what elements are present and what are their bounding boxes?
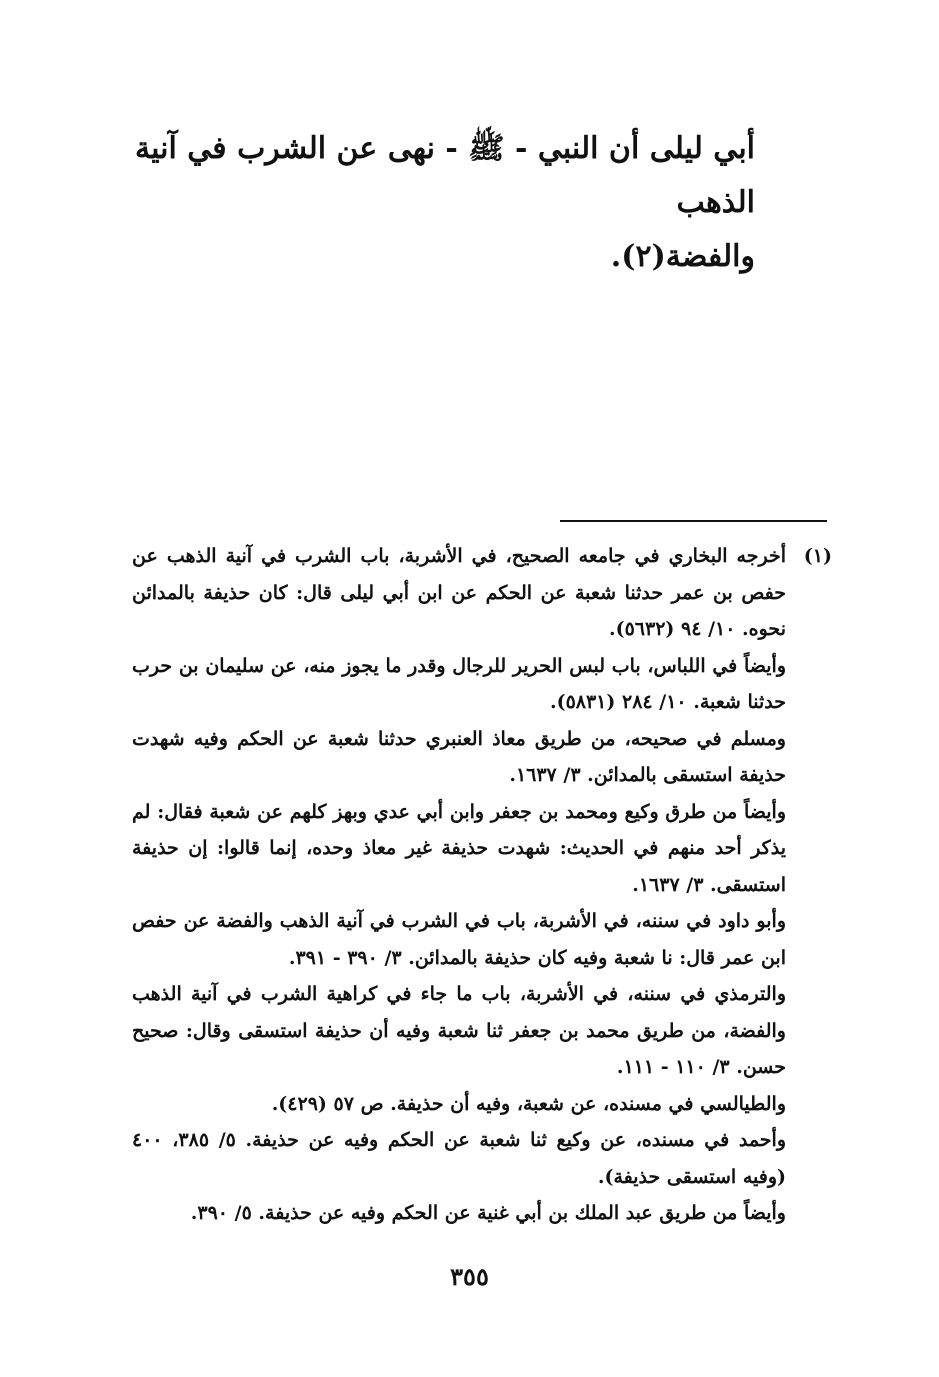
footnote-paragraph-7: وأحمد في مسنده، عن وكيع ثنا شعبة عن الحكم وفيه عن حذيفة. ٥/ ٣٨٥، ٤٠٠ (وفيه استسقى حذيفة). bbox=[132, 1129, 786, 1188]
main-text-line-1: أبي ليلى أن النبي - ﷺ - نهى عن الشرب في آنية الذهب bbox=[135, 131, 755, 220]
main-text-line-2: والفضة(٢). bbox=[610, 239, 755, 274]
footnote-paragraph-8: وأيضاً من طريق عبد الملك بن أبي غنية عن الحكم وفيه عن حذيفة. ٥/ ٣٩٠. bbox=[190, 1202, 786, 1224]
footnote-paragraph-1: وأيضاً في اللباس، باب لبس الحرير للرجال وقدر ما يجوز منه، عن سليمان بن حرب حدثنا شعبة. ١٠/ ٢٨٤ (٥٨٣١). bbox=[132, 654, 786, 713]
footnote-paragraph-6: والطيالسي في مسنده، عن شعبة، وفيه أن حذيفة. ص ٥٧ (٤٢٩). bbox=[271, 1092, 786, 1115]
footnote-paragraph-4: وأبو داود في سننه، في الأشربة، باب في الشرب في آنية الذهب والفضة عن حفص ابن عمر قال: نا شعبة وفيه كان حذيفة بالمدائن. ٣/ ٣٩٠ - ٣٩١. bbox=[132, 910, 786, 969]
footnote-paragraph-5: والترمذي في سننه، في الأشربة، باب ما جاء في كراهية الشرب في آنية الذهب والفضة، من طريق محمد بن جعفر ثنا شعبة وفيه أن حذيفة استسقى وقال: صحيح حسن. ٣/ ١١٠ - ١١١. bbox=[132, 983, 786, 1078]
main-text-block bbox=[135, 122, 755, 284]
footnote-paragraph-3: وأيضاً من طرق وكيع ومحمد بن جعفر وابن أبي عدي وبهز كلهم عن شعبة فقال: لم يذكر أحد منهم في الحديث: شهدت حذيفة غير معاذ وحده، إنما قالوا: إن حذيفة استسقى. ٣/ ١٦٣٧. bbox=[132, 800, 786, 896]
footnote-marker: (١) bbox=[803, 545, 832, 567]
footnote-separator bbox=[560, 520, 827, 522]
footnotes-block bbox=[132, 538, 832, 1232]
footnote-body bbox=[132, 538, 786, 648]
footnote-paragraph-2: ومسلم في صحيحه، من طريق معاذ العنبري حدثنا شعبة عن الحكم وفيه شهدت حذيفة استسقى بالمدائن. ٣/ ١٦٣٧. bbox=[132, 727, 786, 786]
page-number: ٣٥٥ bbox=[450, 1262, 489, 1291]
footnote-1 bbox=[132, 538, 832, 648]
footnote-paragraph-0: أخرجه البخاري في جامعه الصحيح، في الأشربة، باب الشرب في آنية الذهب عن حفص بن عمر حدثنا شعبة عن الحكم عن ابن أبي ليلى قال: كان حذيفة بالمدائن نحوه. ١٠/ ٩٤ (٥٦٣٢). bbox=[132, 545, 786, 640]
